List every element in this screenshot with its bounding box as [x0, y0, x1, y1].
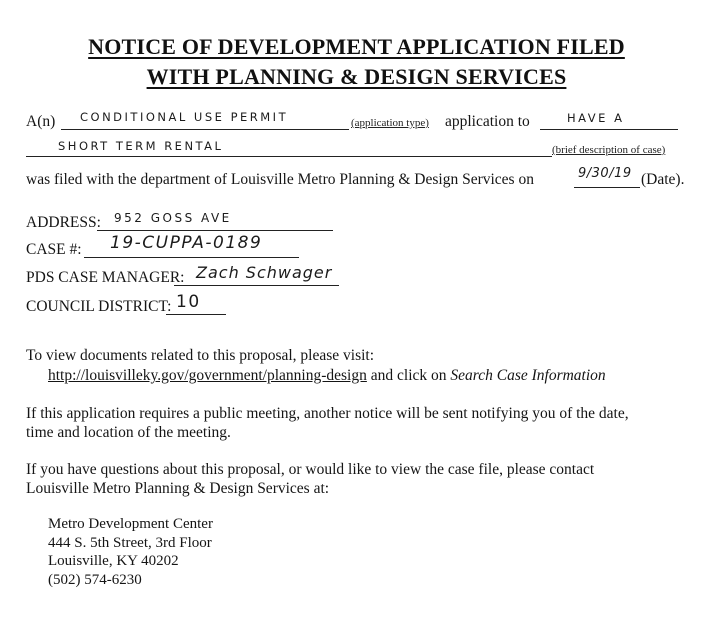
case-label: CASE #: — [26, 241, 82, 258]
application-to-text: application to — [445, 113, 530, 130]
notice-title-line1: NOTICE OF DEVELOPMENT APPLICATION FILED — [88, 34, 625, 59]
filed-date: 9/30/19 — [578, 166, 632, 181]
case-value: 19-CUPPA-0189 — [110, 233, 263, 253]
notice-title-line2: WITH PLANNING & DESIGN SERVICES — [146, 64, 567, 89]
contact-phone: (502) 574-6230 — [48, 572, 142, 588]
meeting-line2: time and location of the meeting. — [26, 424, 231, 441]
meeting-line1: If this application requires a public meeting, another notice will be sent notifying you of the date, — [26, 405, 629, 422]
application-type-label: (application type) — [351, 117, 429, 129]
manager-label: PDS CASE MANAGER: — [26, 269, 185, 286]
address-label: ADDRESS: — [26, 214, 101, 231]
contact-street: 444 S. 5th Street, 3rd Floor — [48, 535, 212, 551]
manager-value: Zach Schwager — [196, 263, 333, 282]
district-label: COUNCIL DISTRICT: — [26, 298, 172, 315]
district-value: 10 — [176, 292, 201, 312]
planning-design-link[interactable]: http://louisvilleky.gov/government/planning-design — [48, 367, 367, 384]
view-documents-link-line — [48, 366, 606, 386]
date-label: (Date). — [641, 171, 685, 188]
application-type-value: CONDITIONAL USE PERMIT — [80, 110, 289, 124]
an-label: A(n) — [26, 113, 56, 130]
description-part2: SHORT TERM RENTAL — [58, 139, 224, 153]
questions-line1: If you have questions about this proposal, or would like to view the case file, please contact — [26, 461, 595, 478]
address-value: 952 GOSS AVE — [114, 211, 232, 225]
contact-name: Metro Development Center — [48, 516, 213, 532]
filed-text: was filed with the department of Louisville Metro Planning & Design Services on — [26, 171, 534, 188]
description-part1: HAVE A — [567, 111, 625, 125]
questions-line2: Louisville Metro Planning & Design Services at: — [26, 480, 330, 497]
contact-city: Louisville, KY 40202 — [48, 553, 179, 569]
url-suffix: and click on — [370, 367, 447, 384]
search-case-information: Search Case Information — [450, 367, 606, 384]
description-label: (brief description of case) — [552, 144, 666, 156]
view-documents-text: To view documents related to this proposal, please visit: — [26, 347, 375, 364]
